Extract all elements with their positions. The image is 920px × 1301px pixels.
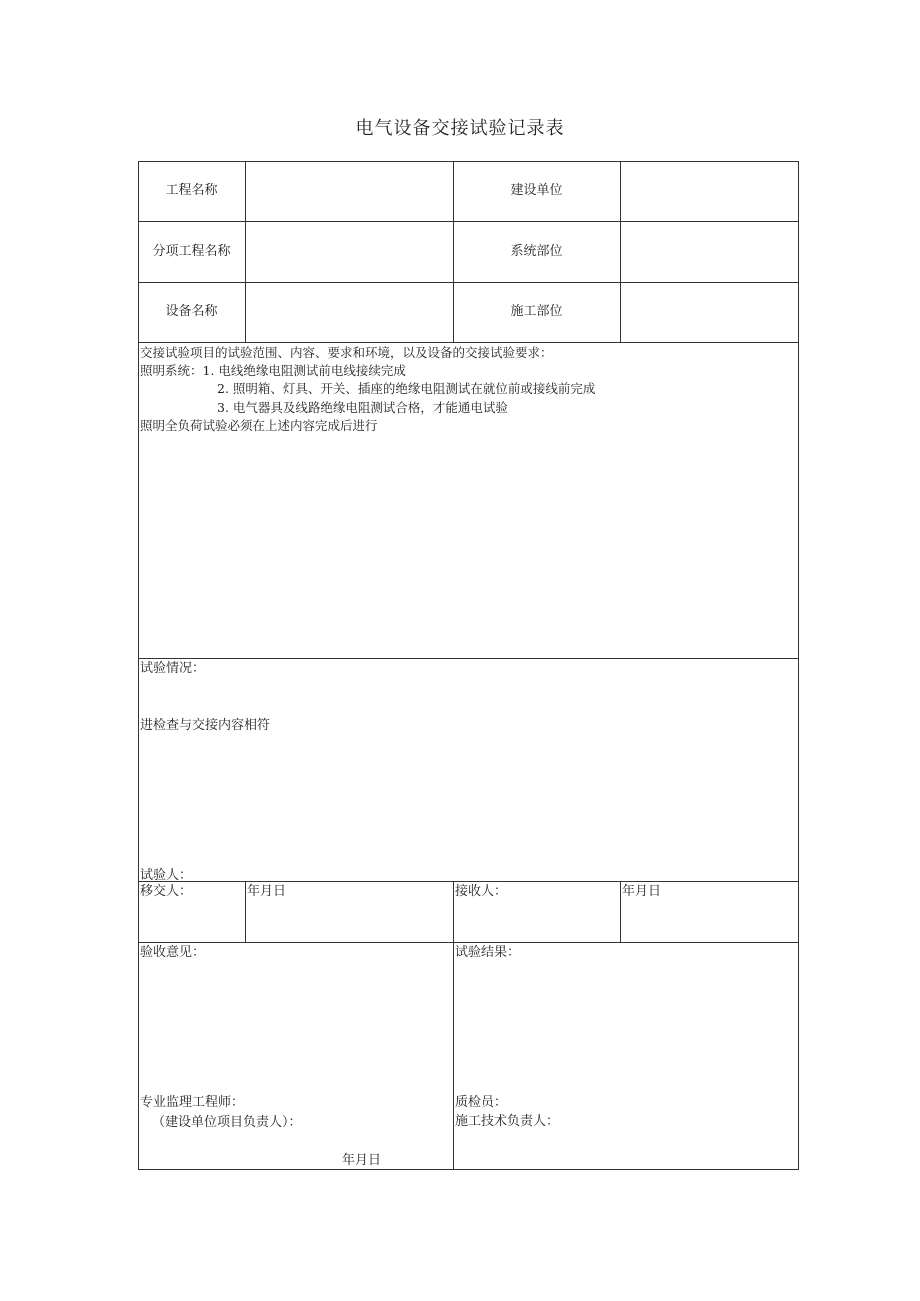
builder-field[interactable] — [621, 162, 798, 221]
receiver-date: 年月日 — [622, 884, 662, 899]
construction-part-label: 施工部位 — [510, 304, 563, 319]
col-divider-1-handover — [245, 881, 246, 942]
requirements-line-3: 3. 电气器具及线路绝缘电阻测试合格，才能通电试验 — [217, 400, 508, 415]
col-divider-2-handover — [453, 881, 454, 942]
tester-label: 试验人： — [140, 868, 193, 883]
tech-head-label: 施工技术负责人： — [455, 1114, 560, 1129]
requirements-line-1: 照明系统：1. 电线绝缘电阻测试前电线接续完成 — [140, 363, 406, 378]
supervisor-label: 专业监理工程师： — [140, 1095, 245, 1110]
row-divider-6 — [138, 942, 799, 943]
inspector-label: 质检员： — [455, 1095, 508, 1110]
construction-part-field[interactable] — [621, 283, 798, 342]
transferor-label: 移交人： — [140, 884, 193, 899]
project-name-field[interactable] — [246, 162, 452, 221]
receiver-label: 接收人： — [455, 884, 508, 899]
document-title: 电气设备交接试验记录表 — [355, 118, 565, 139]
test-situation-label: 试验情况： — [140, 661, 206, 676]
sub-project-label: 分项工程名称 — [152, 244, 231, 259]
system-part-label: 系统部位 — [510, 244, 563, 259]
equipment-field[interactable] — [246, 283, 452, 342]
acceptance-opinion-label: 验收意见： — [140, 945, 206, 960]
requirements-line-4: 照明全负荷试验必须在上述内容完成后进行 — [140, 418, 378, 433]
row-divider-5 — [138, 881, 799, 882]
system-part-field[interactable] — [621, 222, 798, 282]
col-divider-acceptance — [453, 942, 454, 1170]
builder-head-label: （建设单位项目负责人）： — [152, 1115, 302, 1130]
requirements-line-2: 2. 照明箱、灯具、开关、插座的绝缘电阻测试在就位前或接线前完成 — [217, 381, 596, 396]
equipment-label: 设备名称 — [165, 304, 218, 319]
row-divider-3 — [138, 342, 799, 343]
col-divider-3-handover — [620, 881, 621, 942]
transferor-date: 年月日 — [247, 884, 287, 899]
builder-label: 建设单位 — [510, 183, 563, 198]
test-situation-content: 进检查与交接内容相符 — [140, 718, 271, 733]
test-result-label: 试验结果： — [455, 945, 521, 960]
sub-project-field[interactable] — [246, 222, 452, 282]
requirements-heading: 交接试验项目的试验范围、内容、要求和环境，以及设备的交接试验要求： — [140, 345, 553, 360]
project-name-label: 工程名称 — [165, 183, 218, 198]
acceptance-date: 年月日 — [342, 1153, 382, 1168]
row-divider-4 — [138, 658, 799, 659]
